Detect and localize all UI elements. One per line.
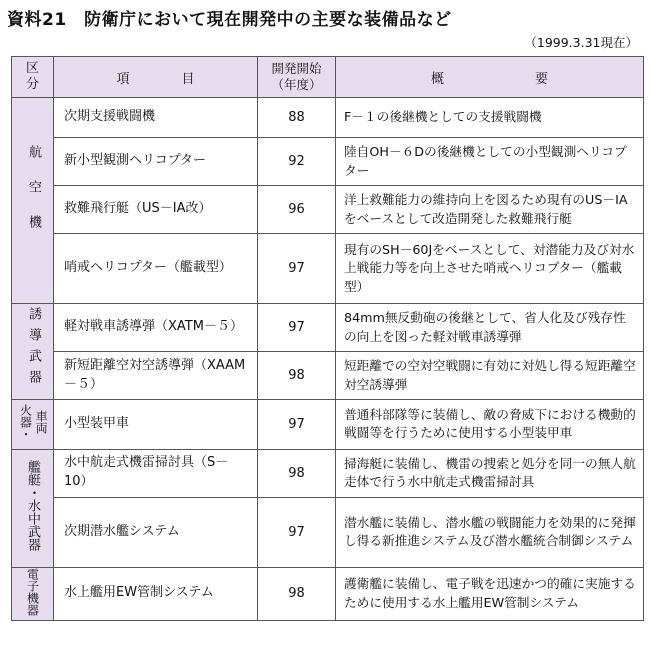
table-row: [12, 98, 644, 138]
item-cell: 軽対戦車誘導弾（XATM－５）: [54, 304, 258, 352]
item-cell: 新小型観測ヘリコプター: [54, 138, 258, 186]
category-cell: 艦艇・水中武器: [12, 449, 54, 567]
description-cell: 陸自OH－６Dの後継機としての小型観測ヘリコプター: [336, 138, 644, 186]
table-row: [12, 352, 644, 400]
category-cell: 航空機: [12, 98, 54, 304]
year-cell: 97: [258, 234, 336, 304]
table-row: [12, 567, 644, 621]
category-cell: 電子機器: [12, 567, 54, 621]
item-cell: 救難飛行艇（US－IA改）: [54, 186, 258, 234]
description-cell: 潜水艦に装備し、潜水艦の戦闘能力を効果的に発揮し得る新推進システム及び潜水艦統合制御システム: [336, 497, 644, 567]
year-cell: 98: [258, 567, 336, 621]
year-cell: 98: [258, 449, 336, 497]
year-cell: 88: [258, 98, 336, 138]
description-cell: 護衛艦に装備し、電子戦を迅速かつ的確に実施するために使用する水上艦用EW管制システム: [336, 567, 644, 621]
table-row: [12, 497, 644, 567]
item-cell: 新短距離空対空誘導弾（XAAM－５）: [54, 352, 258, 400]
table-row: [12, 304, 644, 352]
as-of-date: （1999.3.31現在）: [524, 35, 638, 50]
description-cell: 現有のSH－60Jをベースとして、対潜能力及び対水上戦能力等を向上させた哨戒ヘリコプター（艦載型）: [336, 234, 644, 304]
category-cell: 誘導武器: [12, 304, 54, 400]
category-cell: 火器・車両: [12, 400, 54, 450]
page-title: 資料21 防衛庁において現在開発中の主要な装備品など: [7, 10, 452, 30]
item-cell: 次期潜水艦システム: [54, 497, 258, 567]
description-cell: 短距離での空対空戦闘に有効に対処し得る短距離空対空誘導弾: [336, 352, 644, 400]
item-cell: 小型装甲車: [54, 400, 258, 450]
description-cell: 84mm無反動砲の後継として、省人化及び残存性の向上を図った軽対戦車誘導弾: [336, 304, 644, 352]
header-row: [12, 57, 644, 98]
header-year-line1: 開発開始: [271, 61, 322, 77]
table-row: [12, 400, 644, 450]
table-row: [12, 234, 644, 304]
description-cell: 洋上救難能力の維持向上を図るため現有のUS－IAをベースとして改造開発した救難飛行艇: [336, 186, 644, 234]
year-cell: 97: [258, 497, 336, 567]
description-cell: 普通科部隊等に装備し、敵の脅威下における機動的戦闘等を行うために使用する小型装甲車: [336, 400, 644, 450]
year-cell: 98: [258, 352, 336, 400]
header-year-line2: （年度）: [271, 77, 322, 92]
header-year: [258, 57, 336, 98]
header-item: 項 目: [54, 57, 258, 98]
year-cell: 96: [258, 186, 336, 234]
header-description: 概 要: [336, 57, 644, 98]
table-row: [12, 138, 644, 186]
item-cell: 次期支援戦闘機: [54, 98, 258, 138]
item-cell: 水上艦用EW管制システム: [54, 567, 258, 621]
table-row: [12, 186, 644, 234]
item-cell: 哨戒ヘリコプター（艦載型）: [54, 234, 258, 304]
equipment-table: [11, 56, 644, 621]
year-cell: 97: [258, 400, 336, 450]
description-cell: F－１の後継機としての支援戦闘機: [336, 98, 644, 138]
header-category: 区分: [12, 57, 54, 98]
year-cell: 97: [258, 304, 336, 352]
item-cell: 水中航走式機雷掃討具（S－10）: [54, 449, 258, 497]
year-cell: 92: [258, 138, 336, 186]
description-cell: 掃海艇に装備し、機雷の捜索と処分を同一の無人航走体で行う水中航走式機雷掃討具: [336, 449, 644, 497]
table-row: [12, 449, 644, 497]
